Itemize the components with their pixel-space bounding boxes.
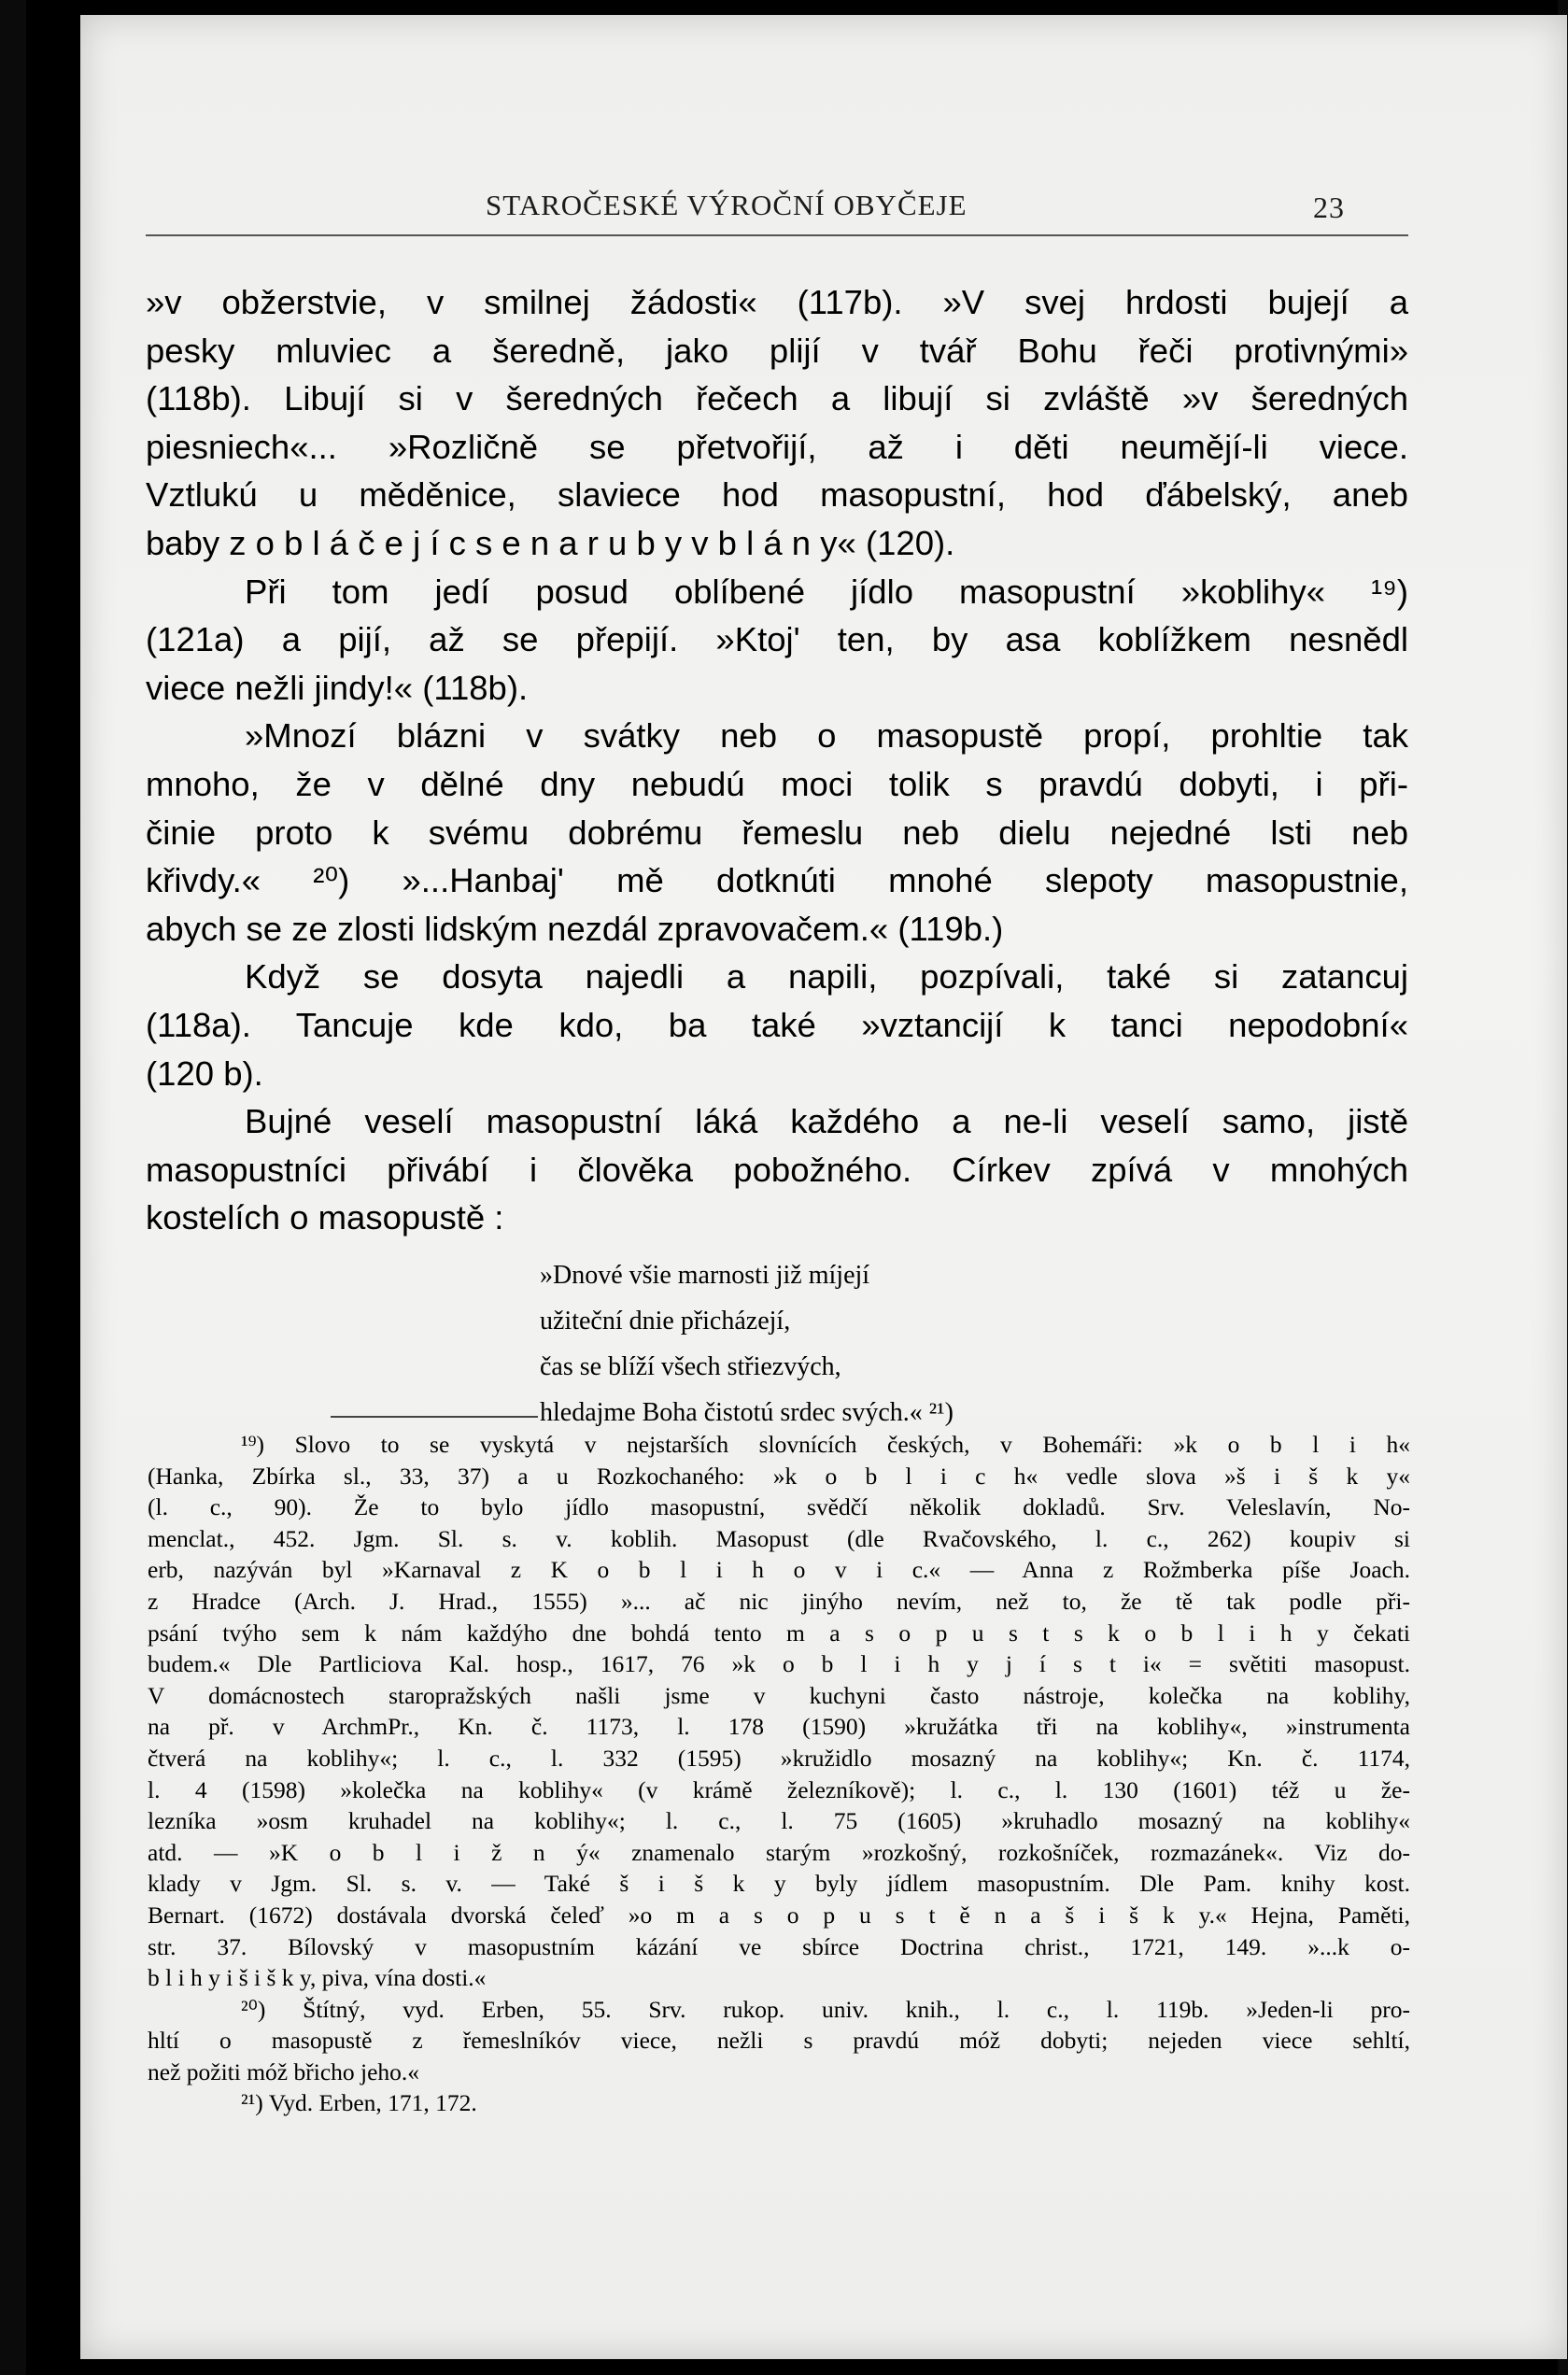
poem-quotation — [540, 1252, 954, 1435]
body-line: viece nežli jindy!« (118b). — [146, 668, 529, 707]
footnote-line: str. 37. Bílovský v masopustním kázání ve sbírce Doctrina christ., 1721, 149. »...k o- — [148, 1932, 1410, 1960]
footnote-line: ¹⁹) Slovo to se vyskytá v nejstarších slovnících českých, v Bohemáři: »k o b l i h« — [241, 1431, 1410, 1458]
footnote-line: l. 4 (1598) »kolečka na koblihy« (v krámě železníkově); l. c., l. 130 (1601) též u že- — [148, 1775, 1410, 1803]
body-line: piesniech«... »Rozličně se přetvořijí, až i děti neumějí-li viece. — [146, 427, 1408, 466]
body-line: Při tom jedí posud oblíbené jídlo masopustní »koblihy« ¹⁹) — [245, 572, 1408, 611]
footnote-line: psání tvýho sem k nám každýho dne bohdá tento m a s o p u s t s k o b l i h y čekati — [148, 1619, 1410, 1647]
footnote-line: hltí o masopustě z řemeslníkóv viece, nežli s pravdú móž dobyti; nejeden viece sehltí, — [148, 2027, 1410, 2055]
body-line: (120 b). — [146, 1053, 263, 1093]
header-title: STAROČESKÉ VÝROČNÍ OBYČEJE — [486, 189, 968, 221]
body-line: křivdy.« ²⁰) »...Hanbaj' mě dotknúti mnohé slepoty masopustnie, — [146, 861, 1408, 900]
footnote-rule — [331, 1416, 538, 1418]
body-line: kostelích o masopustě : — [146, 1198, 504, 1237]
running-header — [80, 181, 1567, 228]
body-line: (118b). Libují si v šeredných řečech a libují si zvláště »v šeredných — [146, 379, 1408, 418]
body-line: Když se dosyta najedli a napili, pozpívali, také si zatancuj — [245, 957, 1408, 997]
body-line: činie proto k svému dobrému řemeslu neb dielu nejedné lsti neb — [146, 813, 1408, 852]
footnote-line: ²¹) Vyd. Erben, 171, 172. — [241, 2089, 477, 2117]
header-rule — [146, 234, 1408, 236]
footnote-line: menclat., 452. Jgm. Sl. s. v. koblih. Masopust (dle Rvačovského, l. c., 262) koupiv si — [148, 1524, 1410, 1552]
footnote-line: na př. v ArchmPr., Kn. č. 1173, l. 178 (1590) »kružátka tři na koblihy«, »instrumenta — [148, 1713, 1410, 1741]
footnote-line: ²⁰) Štítný, vyd. Erben, 55. Srv. rukop. univ. knih., l. c., l. 119b. »Jeden-li pro- — [241, 1995, 1410, 2023]
body-line: (121a) a pijí, až se přepijí. »Ktoj' ten, by asa koblížkem nesnědl — [146, 620, 1408, 659]
poem-line: hledajme Boha čistotú srdec svých.« ²¹) — [540, 1398, 954, 1427]
footnote-line: než požiti móž břicho jeho.« — [148, 2057, 420, 2085]
footnote-line: erb, nazýván byl »Karnaval z K o b l i h o v i c.« — Anna z Rožmberka píše Joach. — [148, 1556, 1410, 1584]
body-line: baby z o b l á č e j í c s e n a r u b y v b l á n y« (120). — [146, 523, 955, 562]
poem-line: čas se blíží všech střiezvých, — [540, 1352, 841, 1381]
body-text — [146, 278, 1408, 1242]
footnote-line: budem.« Dle Partliciova Kal. hosp., 1617, 76 »k o b l i h y j í s t i« = světiti masopust. — [148, 1650, 1410, 1678]
body-line: »v obžerstvie, v smilnej žádosti« (117b). »V svej hrdosti bujejí a — [146, 283, 1408, 321]
poem-line: užiteční dnie přicházejí, — [540, 1307, 791, 1336]
body-line: abych se ze zlosti lidským nezdál zpravovačem.« (119b.) — [146, 909, 1004, 948]
poem-line: »Dnové všie marnosti již míjejí — [540, 1261, 870, 1290]
footnote-line: klady v Jgm. Sl. s. v. — Také š i š k y byly jídlem masopustním. Dle Pam. knihy kost. — [148, 1870, 1410, 1898]
footnote-line: z Hradce (Arch. J. Hrad., 1555) »... ač nic jinýho nevím, než to, že tě tak podle při- — [148, 1587, 1410, 1615]
body-line: »Mnozí blázni v svátky neb o masopustě propí, prohltie tak — [245, 716, 1408, 756]
footnote-line: b l i h y i š i š k y, piva, vína dosti.« — [148, 1964, 487, 1992]
footnote-line: V domácnostech staropražských našli jsme v kuchyni často nástroje, kolečka na koblihy, — [148, 1681, 1410, 1709]
body-line: (118a). Tancuje kde kdo, ba také »vztancijí k tanci nepodobní« — [146, 1005, 1408, 1044]
body-line: mnoho, že v dělné dny nebudú moci tolik s pravdú dobyti, i při- — [146, 764, 1408, 803]
footnote-line: (l. c., 90). Že to bylo jídlo masopustní, svědčí několik dokladů. Srv. Veleslavín, No- — [148, 1493, 1410, 1521]
body-line: pesky mluviec a šeredně, jako plijí v tvář Bohu řeči protivnými» — [146, 331, 1408, 370]
footnote-line: čtverá na koblihy«; l. c., l. 332 (1595) »kružidlo mosazný na koblihy«; Kn. č. 1174, — [148, 1744, 1410, 1772]
body-line: Bujné veselí masopustní láká každého a ne-li veselí samo, jistě — [245, 1102, 1408, 1141]
body-line: Vztlukú u měděnice, slaviece hod masopustní, hod ďábelský, aneb — [146, 475, 1408, 515]
body-line: masopustníci přivábí i člověka pobožného. Církev zpívá v mnohých — [146, 1150, 1408, 1189]
footnotes — [148, 1429, 1410, 2119]
footnote-line: Bernart. (1672) dostávala dvorská čeleď »o m a s o p u s t ě n a š i š k y.« Hejna, Paměti, — [148, 1901, 1410, 1929]
footnote-line: atd. — »K o b l i ž n ý« znamenalo starým »rozkošný, rozkošníček, rozmazánek«. Viz do- — [148, 1838, 1410, 1866]
footnote-line: (Hanka, Zbírka sl., 33, 37) a u Rozkochaného: »k o b l i c h« vedle slova »š i š k y« — [148, 1462, 1410, 1490]
page-number: 23 — [1313, 191, 1345, 224]
footnote-line: lezníka »osm kruhadel na koblihy«; l. c., l. 75 (1605) »kruhadlo mosazný na koblihy« — [148, 1807, 1410, 1835]
